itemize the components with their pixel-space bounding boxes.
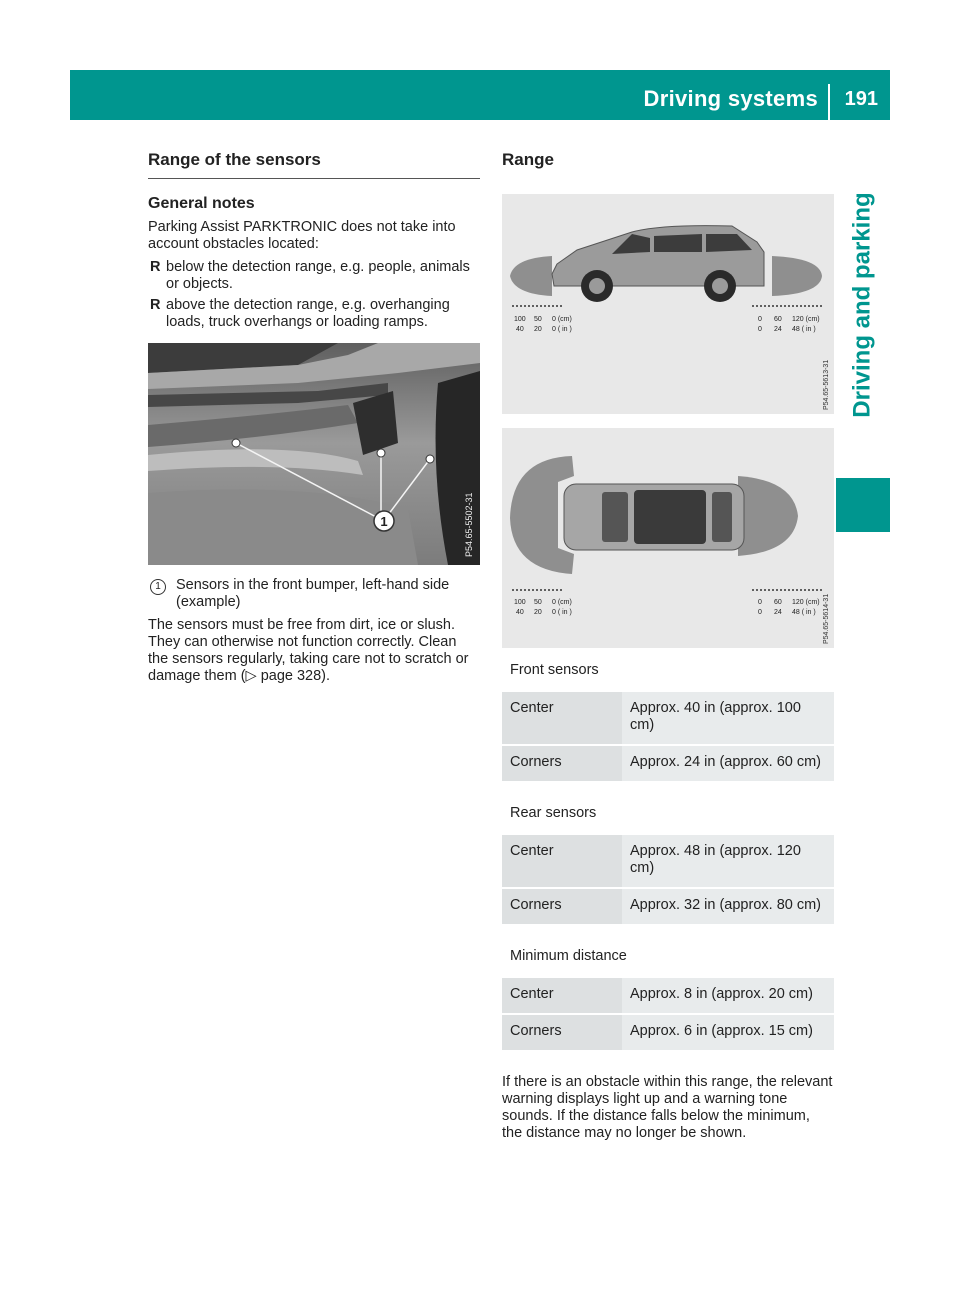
front-sensors-label: Front sensors	[510, 662, 599, 678]
top-rear-in-48: 48 ( in )	[792, 609, 816, 616]
side-tab-label: Driving and parking	[849, 192, 876, 418]
minimum-distance-label: Minimum distance	[510, 948, 627, 964]
side-rear-in-0: 0	[758, 326, 762, 333]
table-row	[502, 692, 834, 746]
bullet-mark: R	[150, 297, 161, 313]
front-sensors-table	[502, 692, 834, 783]
top-front-in-40: 40	[516, 609, 524, 616]
top-front-in-20: 20	[534, 609, 542, 616]
side-tab-marker	[836, 478, 890, 532]
table-row	[502, 978, 834, 1015]
bullet-text: above the detection range, e.g. overhanging loads, truck overhangs or loading ramps.	[166, 297, 450, 330]
table-cell-label: Center	[502, 835, 622, 889]
bumper-illustration	[148, 343, 480, 565]
minimum-distance-table	[502, 978, 834, 1052]
table-cell-value: Approx. 24 in (approx. 60 cm)	[622, 746, 834, 783]
chapter-title: Driving systems	[643, 86, 818, 111]
side-rear-cm-120: 120 (cm)	[792, 316, 820, 323]
list-item	[148, 297, 480, 331]
side-front-in-40: 40	[516, 326, 524, 333]
bumper-photo	[148, 343, 480, 565]
top-diagram-code: P54.65-5614-31	[823, 593, 830, 644]
rear-sensors-label: Rear sensors	[510, 805, 597, 821]
top-front-cm-100: 100	[514, 599, 526, 606]
table-cell-value: Approx. 48 in (approx. 120 cm)	[622, 835, 834, 889]
table-cell-label: Center	[502, 978, 622, 1015]
list-item	[148, 259, 480, 293]
subsection-title-general-notes: General notes	[148, 195, 255, 212]
rear-sensors-table	[502, 835, 834, 926]
top-front-in-0: 0 ( in )	[552, 609, 572, 616]
table-cell-value: Approx. 32 in (approx. 80 cm)	[622, 889, 834, 926]
right-column	[502, 150, 834, 1148]
top-rear-cm-0: 0	[758, 599, 762, 606]
top-rear-in-0: 0	[758, 609, 762, 616]
section-rule	[148, 178, 480, 179]
top-rear-cm-120: 120 (cm)	[792, 599, 820, 606]
maintenance-text: The sensors must be free from dirt, ice or slush. They can otherwise not function correctly. Clean the sensors regularly, taking care not to scratch or damage them (▷ page 328).	[148, 617, 469, 684]
side-rear-cm-60: 60	[774, 316, 782, 323]
page-header	[70, 70, 890, 120]
side-rear-cm-0: 0	[758, 316, 762, 323]
table-row	[502, 1015, 834, 1052]
bullet-mark: R	[150, 259, 161, 275]
caption-number: 1	[150, 579, 166, 595]
table-cell-label: Corners	[502, 746, 622, 783]
image-code: P54.65-5502-31	[464, 492, 474, 557]
side-view-illustration	[502, 194, 834, 414]
callout-1: 1	[380, 514, 388, 529]
side-front-cm-50: 50	[534, 316, 542, 323]
caption-text: Sensors in the front bumper, left-hand side (example)	[176, 577, 450, 610]
header-divider	[828, 84, 830, 120]
section-title-range: Range	[502, 150, 554, 169]
table-row	[502, 835, 834, 889]
side-diagram-code: P54.65-5613-31	[823, 359, 830, 410]
side-rear-in-24: 24	[774, 326, 782, 333]
page-number: 191	[844, 88, 878, 110]
table-cell-label: Center	[502, 692, 622, 746]
top-front-cm-0: 0 (cm)	[552, 599, 572, 606]
side-front-in-20: 20	[534, 326, 542, 333]
intro-text: Parking Assist PARKTRONIC does not take into account obstacles located:	[148, 219, 456, 252]
top-rear-cm-60: 60	[774, 599, 782, 606]
side-rear-in-48: 48 ( in )	[792, 326, 816, 333]
figure-caption	[148, 577, 480, 611]
bullet-list	[148, 259, 480, 331]
table-cell-label: Corners	[502, 889, 622, 926]
section-title-range-of-sensors: Range of the sensors	[148, 150, 321, 169]
side-tab[interactable]	[836, 140, 890, 470]
table-row	[502, 889, 834, 926]
side-view-diagram	[502, 194, 834, 414]
left-column	[148, 150, 480, 691]
table-cell-value: Approx. 6 in (approx. 15 cm)	[622, 1015, 834, 1052]
top-view-illustration	[502, 428, 834, 648]
top-rear-in-24: 24	[774, 609, 782, 616]
bullet-text: below the detection range, e.g. people, animals or objects.	[166, 259, 470, 292]
top-view-diagram	[502, 428, 834, 648]
table-row	[502, 746, 834, 783]
table-cell-value: Approx. 40 in (approx. 100 cm)	[622, 692, 834, 746]
table-cell-value: Approx. 8 in (approx. 20 cm)	[622, 978, 834, 1015]
side-front-cm-100: 100	[514, 316, 526, 323]
top-front-cm-50: 50	[534, 599, 542, 606]
side-front-in-0: 0 ( in )	[552, 326, 572, 333]
table-cell-label: Corners	[502, 1015, 622, 1052]
obstacle-warning-text: If there is an obstacle within this range, the relevant warning displays light up and a warning tone sounds. If the distance falls below the minimum, the distance may no longer be shown.	[502, 1074, 833, 1141]
side-front-cm-0: 0 (cm)	[552, 316, 572, 323]
